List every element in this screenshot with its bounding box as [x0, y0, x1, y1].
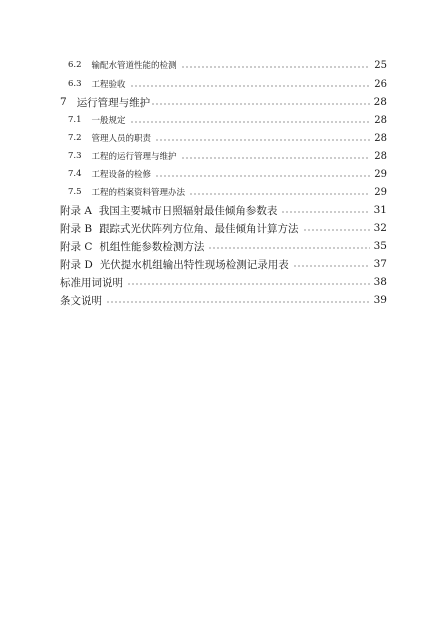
toc-entry: [60, 219, 387, 237]
toc-entry-title: 条文说明: [60, 294, 102, 307]
toc-entry-title: 光伏提水机组输出特性现场检测记录用表: [99, 258, 289, 271]
toc-entry-title: 输配水管道性能的检测: [91, 61, 177, 71]
toc-entry: [68, 165, 387, 183]
toc-entry-number: 7.2: [68, 133, 82, 143]
toc-leader-dots: [208, 247, 369, 249]
toc-entry: [60, 201, 387, 219]
toc-entry-page: 28: [373, 96, 387, 108]
toc-entry: [68, 56, 387, 74]
toc-entry-page: 29: [374, 186, 387, 198]
toc-entry-number: 7.4: [68, 169, 82, 179]
toc-entry-page: 35: [373, 240, 387, 252]
toc-entry: [68, 147, 387, 165]
toc-entry-page: 31: [373, 204, 387, 216]
toc-entry-page: 32: [373, 222, 387, 234]
toc-entry-title: 标准用词说明: [60, 276, 123, 289]
toc-leader-dots: [281, 211, 369, 213]
toc-entry: [60, 93, 387, 111]
toc-entry-title: 一般规定: [91, 116, 126, 126]
toc-entry-number: 附录 D: [60, 258, 93, 271]
toc-entry: [60, 273, 387, 291]
toc-entry-title: 我国主要城市日照辐射最佳倾角参数表: [98, 204, 278, 217]
toc-entry-page: 38: [373, 276, 387, 288]
toc-entry: [60, 255, 387, 273]
toc-leader-dots: [130, 85, 371, 87]
toc-entry: [68, 129, 387, 147]
toc-leader-dots: [127, 283, 370, 285]
toc-entry-title: 跟踪式光伏阵列方位角、最佳倾角计算方法: [99, 222, 299, 235]
toc-entry-page: 39: [373, 294, 387, 306]
toc-leader-dots: [155, 175, 370, 177]
toc-entry-page: 28: [374, 132, 387, 144]
toc-entry-title: 运行管理与维护: [76, 96, 151, 109]
toc-entry-number: 7.5: [68, 187, 82, 197]
toc-entry-title: 工程设备的检修: [91, 170, 152, 180]
toc-entry-number: 附录 B: [60, 222, 93, 235]
toc-entry-page: 29: [374, 168, 387, 180]
toc-entry-number: 附录 A: [60, 204, 92, 217]
toc-entry-title: 工程的运行管理与维护: [91, 152, 177, 162]
toc-entry-number: 7.3: [68, 151, 82, 161]
toc-entry-title: 管理人员的职责: [91, 134, 152, 144]
toc-entry-page: 28: [374, 114, 387, 126]
toc-leader-dots: [293, 265, 370, 267]
toc-entry: [68, 183, 387, 201]
toc-entry-page: 37: [373, 258, 387, 270]
toc-entry-number: 附录 C: [60, 240, 93, 253]
toc-leader-dots: [181, 157, 371, 159]
toc-entry: [68, 75, 387, 93]
toc-entry: [60, 237, 387, 255]
toc-leader-dots: [151, 103, 369, 105]
toc-leader-dots: [106, 301, 370, 303]
toc-leader-dots: [130, 121, 371, 123]
toc-entry-title: 工程的档案资料管理办法: [91, 188, 186, 198]
toc-entry-page: 26: [374, 78, 387, 90]
toc-entry-number: 7.1: [68, 115, 82, 125]
toc-leader-dots: [189, 193, 370, 195]
toc-entry-page: 25: [374, 59, 387, 71]
toc-leader-dots: [303, 229, 370, 231]
toc-entry-page: 28: [374, 150, 387, 162]
toc-entry-title: 机组性能参数检测方法: [99, 240, 205, 253]
toc-entry-number: 6.2: [68, 60, 82, 70]
toc-entry-number: 7: [60, 96, 67, 108]
toc-entry-number: 6.3: [68, 79, 82, 89]
toc-leader-dots: [181, 66, 371, 68]
toc-entry-title: 工程验收: [91, 80, 126, 90]
toc-entry: [68, 111, 387, 129]
toc-entry: [60, 291, 387, 309]
toc-leader-dots: [155, 139, 370, 141]
